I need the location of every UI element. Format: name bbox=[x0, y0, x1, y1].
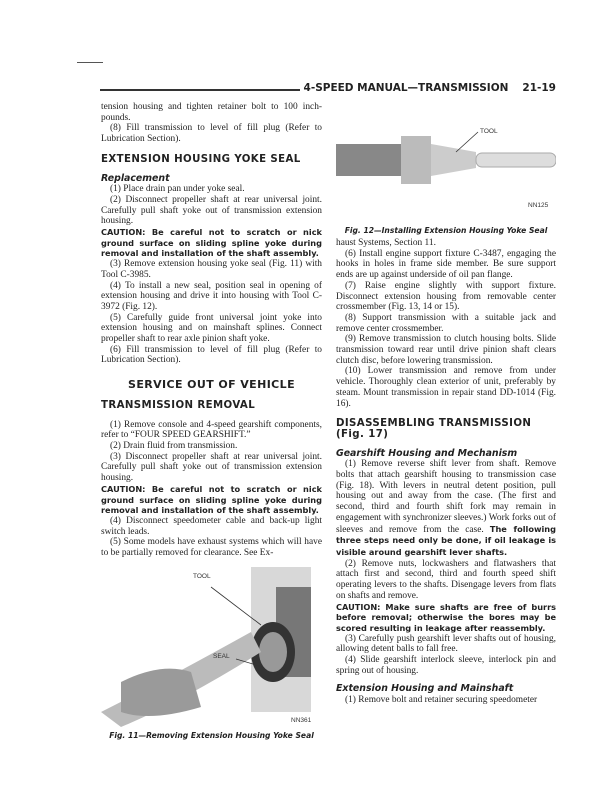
section-heading: EXTENSION HOUSING YOKE SEAL bbox=[101, 153, 301, 165]
step: (6) Install engine support fixture C-3487, engaging the hooks in holes in frame side member. Be sure support ends are up against underside of oil pan flange. bbox=[336, 248, 556, 281]
step: (4) Disconnect speedometer cable and back-up light switch leads. bbox=[101, 515, 322, 537]
step: (3) Remove extension housing yoke seal (Fig. 11) with Tool C-3985. bbox=[101, 259, 322, 280]
header-title: 4-SPEED MANUAL—TRANSMISSION bbox=[303, 82, 509, 94]
step: (1) Place drain pan under yoke seal. bbox=[110, 184, 245, 195]
step: (4) Slide gearshift interlock sleeve, interlock pin and spring out of housing. bbox=[336, 655, 556, 676]
step: (9) Remove transmission to clutch housing bolts. Slide transmission toward rear until drive pinion shaft clears clutch disc, before lowering transmission. bbox=[336, 334, 556, 366]
step: (6) Fill transmission to level of fill plug (Refer to Lubrication Section). bbox=[101, 344, 322, 366]
caution-note: CAUTION: Be careful not to scratch or nick ground surface on sliding spline yoke during removal and installation of the shaft assembly. bbox=[101, 227, 322, 259]
figure-12-photo bbox=[336, 122, 556, 214]
caution-note: CAUTION: Be careful not to scratch or nick ground surface on sliding spline yoke during removal and installation of the shaft assembly. bbox=[101, 483, 322, 516]
step: (3) Disconnect propeller shaft at rear universal joint. Carefully pull shaft yoke out of transmission extension housing. bbox=[101, 451, 322, 484]
corner-rule bbox=[77, 62, 103, 63]
step bbox=[336, 459, 556, 558]
step: (5) Carefully guide front universal joint yoke into extension housing and on mainshaft splines. Connect propeller shaft to rear axle pinion shaft yoke. bbox=[101, 312, 322, 345]
figure-code: NN125 bbox=[528, 202, 549, 209]
section-heading: TRANSMISSION REMOVAL bbox=[101, 399, 256, 411]
step: (7) Raise engine slightly with support fixture. Disconnect extension housing from removable center crossmember (Fig. 13, 14 or 15). bbox=[336, 280, 556, 313]
step: (2) Disconnect propeller shaft at rear universal joint. Carefully pull shaft yoke out of transmission extension housing. bbox=[101, 194, 322, 227]
step: (1) Remove bolt and retainer securing speedometer bbox=[345, 695, 538, 706]
subheading: Extension Housing and Mainshaft bbox=[336, 683, 514, 695]
figure-11-photo bbox=[101, 567, 322, 727]
step: (4) To install a new seal, position seal in opening of extension housing and drive it into housing with Tool C-3972 (Fig. 12). bbox=[101, 280, 322, 312]
paragraph: (8) Fill transmission to level of fill plug (Refer to Lubrication Section). bbox=[101, 123, 322, 145]
step-text: (1) Remove reverse shift lever from shaft. Remove bolts that attach gearshift housing to transmission case (Fig. 18). With levers in neutral detent position, pull housing out and away from the case. (The first and second, third and fourth shift fork may remain in engagement with synchronizer sleeves.) Work forks out of sleeves and remove from the case. bbox=[336, 459, 556, 535]
step: (8) Support transmission with a suitable jack and remove center crossmember. bbox=[336, 312, 556, 334]
yoke-seal-installation-illustration bbox=[336, 122, 556, 214]
page-number: 21-19 bbox=[522, 82, 556, 94]
step: (5) Some models have exhaust systems which will have to be partially removed for clearance. See Ex- bbox=[101, 537, 322, 559]
subheading: Replacement bbox=[101, 172, 170, 184]
step: (10) Lower transmission and remove from under vehicle. Thoroughly clean exterior of unit, preferably by steam. Mount transmission in repair stand DD-1014 (Fig. 16). bbox=[336, 366, 556, 409]
tool-label: TOOL bbox=[480, 128, 498, 135]
paragraph: tension housing and tighten retainer bolt to 100 inch-pounds. bbox=[101, 102, 322, 123]
bold-note: The following three steps need only be done, if oil leakage is visible around gearshift lever shafts. bbox=[336, 523, 556, 557]
figure-11-caption: Fig. 11—Removing Extension Housing Yoke Seal bbox=[109, 730, 314, 740]
section-heading: SERVICE OUT OF VEHICLE bbox=[128, 378, 295, 392]
subheading: Gearshift Housing and Mechanism bbox=[336, 447, 518, 459]
caution-note: CAUTION: Make sure shafts are free of burrs before removal; otherwise the bores may be scored resulting in leakage after reassembly. bbox=[336, 601, 556, 633]
running-header bbox=[300, 82, 556, 94]
left-column bbox=[101, 102, 322, 741]
tool-label: TOOL bbox=[193, 572, 211, 580]
figure-12-caption: Fig. 12—Installing Extension Housing Yoke Seal bbox=[344, 226, 548, 235]
seal-label: SEAL bbox=[213, 652, 230, 660]
step: (2) Remove nuts, lockwashers and flatwashers that attach first and second, third and fourth speed shift operating levers to the shafts. Disengage levers from flats on shafts and remove. bbox=[336, 558, 556, 601]
yoke-seal-removal-illustration bbox=[101, 567, 322, 727]
step: (3) Carefully push gearshift lever shafts out of housing, allowing detent balls to fall free. bbox=[336, 633, 556, 655]
figure-code: NN361 bbox=[291, 716, 312, 724]
paragraph: haust Systems, Section 11. bbox=[336, 238, 436, 248]
section-heading: DISASSEMBLING TRANSMISSION (Fig. 17) bbox=[336, 418, 532, 440]
right-column bbox=[336, 122, 556, 706]
step: (2) Drain fluid from transmission. bbox=[110, 440, 238, 451]
step: (1) Remove console and 4-speed gearshift components, refer to “FOUR SPEED GEARSHIFT.” bbox=[101, 419, 322, 441]
